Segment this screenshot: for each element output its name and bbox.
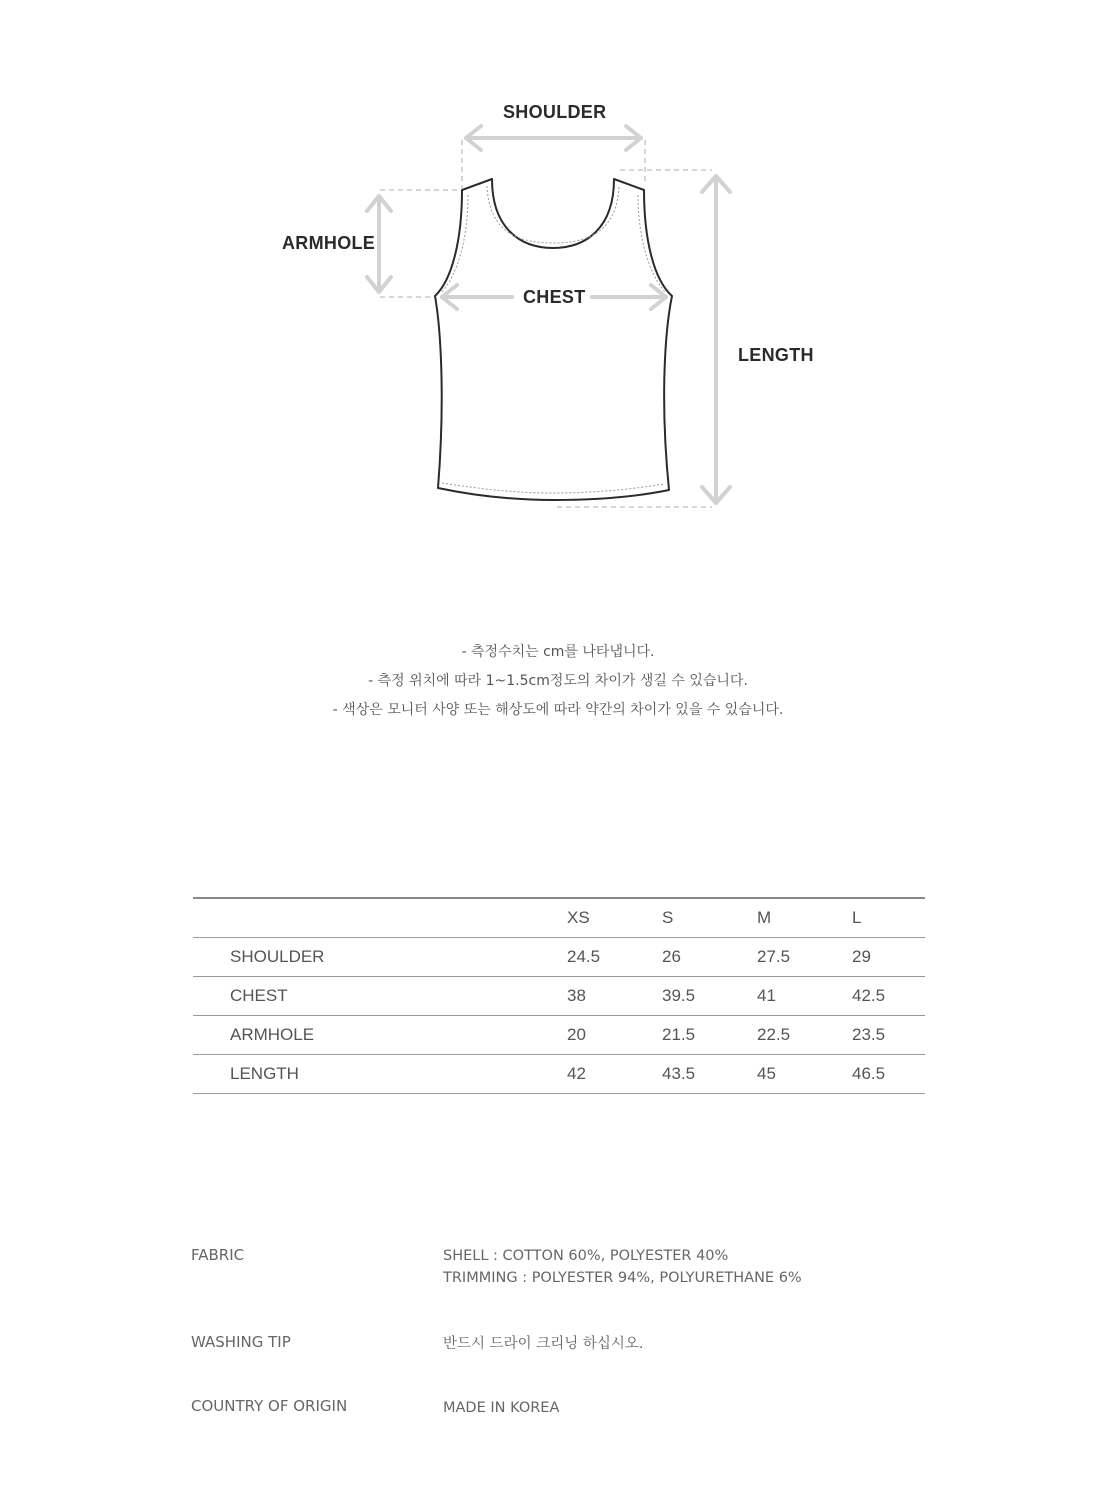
row-label: CHEST bbox=[230, 985, 288, 1005]
cell-value: 46.5 bbox=[852, 1063, 886, 1083]
chest-label: CHEST bbox=[523, 287, 586, 307]
cell-value: 45 bbox=[757, 1063, 776, 1083]
shoulder-arrow bbox=[466, 126, 641, 150]
cell-value: 26 bbox=[662, 946, 681, 966]
cell-value: 27.5 bbox=[757, 946, 791, 966]
table-row bbox=[193, 1015, 925, 1054]
table-row bbox=[193, 976, 925, 1015]
table-header-row bbox=[193, 898, 925, 937]
size-table bbox=[193, 897, 925, 1094]
measurement-notes bbox=[0, 638, 1116, 725]
table-row bbox=[193, 937, 925, 976]
shoulder-label: SHOULDER bbox=[503, 102, 607, 122]
cell-value: 21.5 bbox=[662, 1024, 696, 1044]
washing-tip-label: WASHING TIP bbox=[191, 1333, 291, 1351]
header-l: L bbox=[852, 907, 862, 927]
washing-tip-value: 반드시 드라이 크리닝 하십시오. bbox=[443, 1336, 644, 1352]
note-line: - 측정수치는 cm를 나타냅니다. bbox=[461, 644, 655, 660]
row-label: LENGTH bbox=[230, 1063, 299, 1083]
cell-value: 42.5 bbox=[852, 985, 886, 1005]
fabric-shell-line: SHELL : COTTON 60%, POLYESTER 40% bbox=[443, 1248, 729, 1264]
cell-value: 24.5 bbox=[567, 946, 601, 966]
length-label: LENGTH bbox=[738, 345, 814, 365]
fabric-label: FABRIC bbox=[191, 1246, 245, 1264]
row-label: SHOULDER bbox=[230, 946, 325, 966]
cell-value: 20 bbox=[567, 1024, 586, 1044]
cell-value: 39.5 bbox=[662, 985, 696, 1005]
header-m: M bbox=[757, 907, 772, 927]
cell-value: 29 bbox=[852, 946, 871, 966]
cell-value: 38 bbox=[567, 985, 586, 1005]
tank-top-measurement-diagram bbox=[0, 0, 1116, 560]
note-line: - 측정 위치에 따라 1~1.5cm정도의 차이가 생길 수 있습니다. bbox=[368, 673, 748, 689]
length-arrow bbox=[702, 176, 730, 503]
origin-value: MADE IN KOREA bbox=[443, 1400, 560, 1416]
armhole-label: ARMHOLE bbox=[282, 233, 376, 253]
header-xs: XS bbox=[567, 907, 590, 927]
fabric-trimming-line: TRIMMING : POLYESTER 94%, POLYURETHANE 6% bbox=[443, 1270, 802, 1286]
fabric-value bbox=[443, 1245, 802, 1289]
cell-value: 23.5 bbox=[852, 1024, 886, 1044]
row-label: ARMHOLE bbox=[230, 1024, 315, 1044]
table-row bbox=[193, 1054, 925, 1093]
origin-label: COUNTRY OF ORIGIN bbox=[191, 1397, 348, 1415]
note-line: - 색상은 모니터 사양 또는 해상도에 따라 약간의 차이가 있을 수 있습니다. bbox=[332, 702, 784, 718]
header-empty bbox=[193, 898, 567, 937]
cell-value: 22.5 bbox=[757, 1024, 791, 1044]
cell-value: 41 bbox=[757, 985, 776, 1005]
cell-value: 42 bbox=[567, 1063, 586, 1083]
cell-value: 43.5 bbox=[662, 1063, 696, 1083]
header-s: S bbox=[662, 907, 674, 927]
tank-top-outline bbox=[435, 179, 672, 500]
